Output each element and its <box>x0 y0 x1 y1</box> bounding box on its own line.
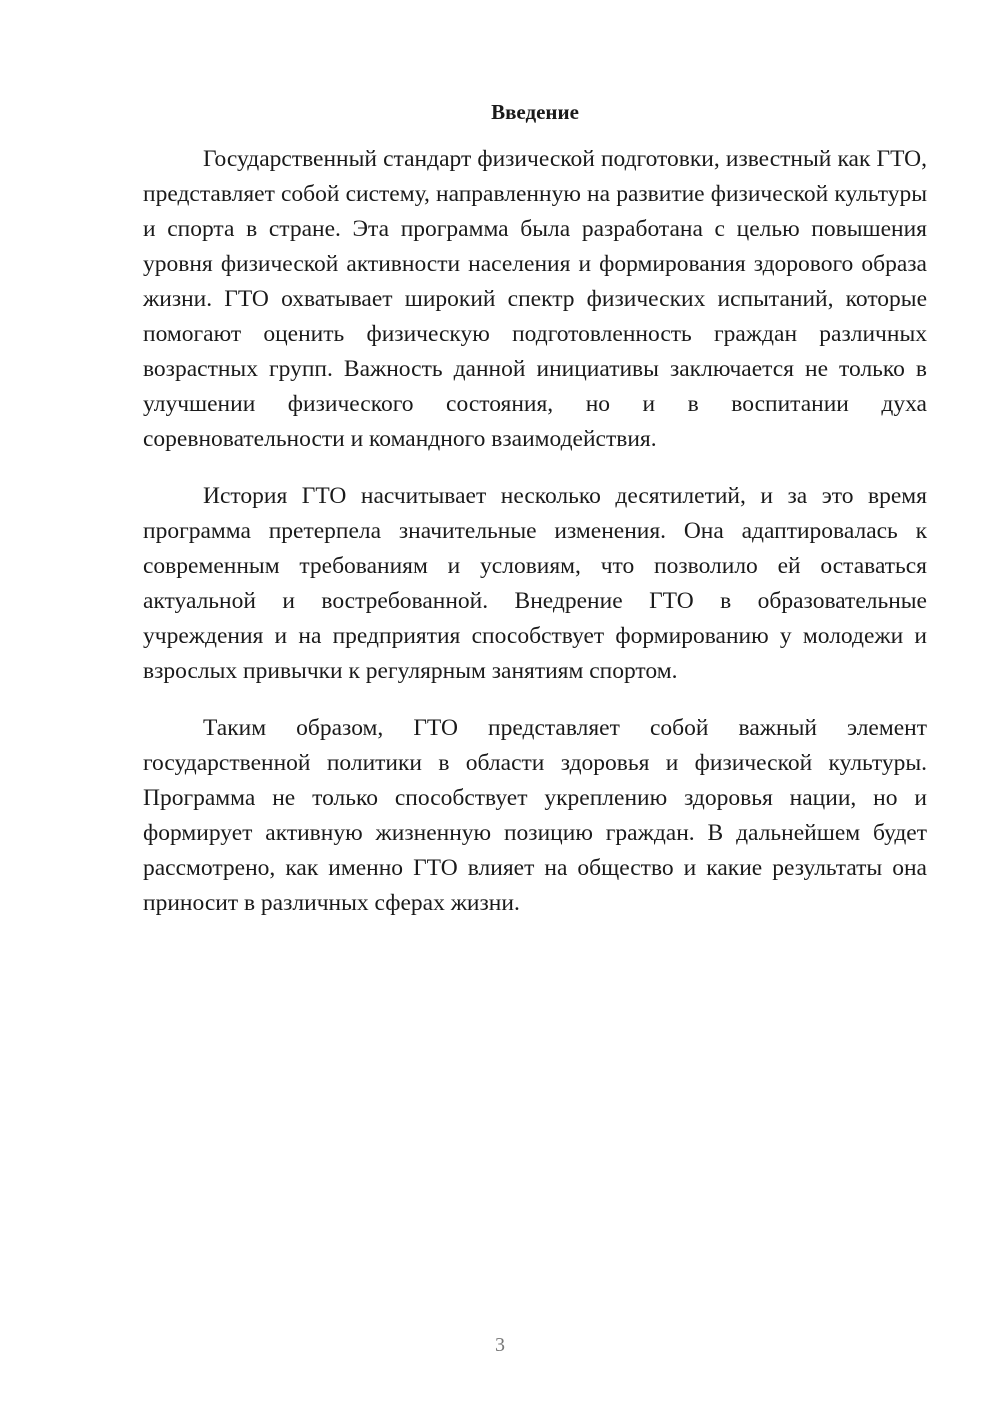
section-title: Введение <box>491 100 579 124</box>
paragraph-2: История ГТО насчитывает несколько десятилетий, и за это время программа претерпела значительные изменения. Она адаптировалась к современным требованиям и условиям, что позволило ей оставаться актуальной и востребованной. Внедрение ГТО в образовательные учреждения и на предприятия способствует формированию у молодежи и взрослых привычки к регулярным занятиям спортом. <box>143 483 927 684</box>
page-number: 3 <box>495 1334 505 1356</box>
body-text <box>143 142 927 943</box>
paragraph-1: Государственный стандарт физической подготовки, известный как ГТО, представляет собой систему, направленную на развитие физической культуры и спорта в стране. Эта программа была разработана с целью повышения уровня физической активности населения и формирования здорового образа жизни. ГТО охватывает широкий спектр физических испытаний, которые помогают оценить физическую подготовленность граждан различных возрастных групп. Важность данной инициативы заключается не только в улучшении физического состояния, но и в воспитании духа соревновательности и командного взаимодействия. <box>143 146 927 452</box>
paragraph-3: Таким образом, ГТО представляет собой важный элемент государственной политики в области здоровья и физической культуры. Программа не только способствует укреплению здоровья нации, но и формирует активную жизненную позицию граждан. В дальнейшем будет рассмотрено, как именно ГТО влияет на общество и какие результаты она приносит в различных сферах жизни. <box>143 715 927 916</box>
